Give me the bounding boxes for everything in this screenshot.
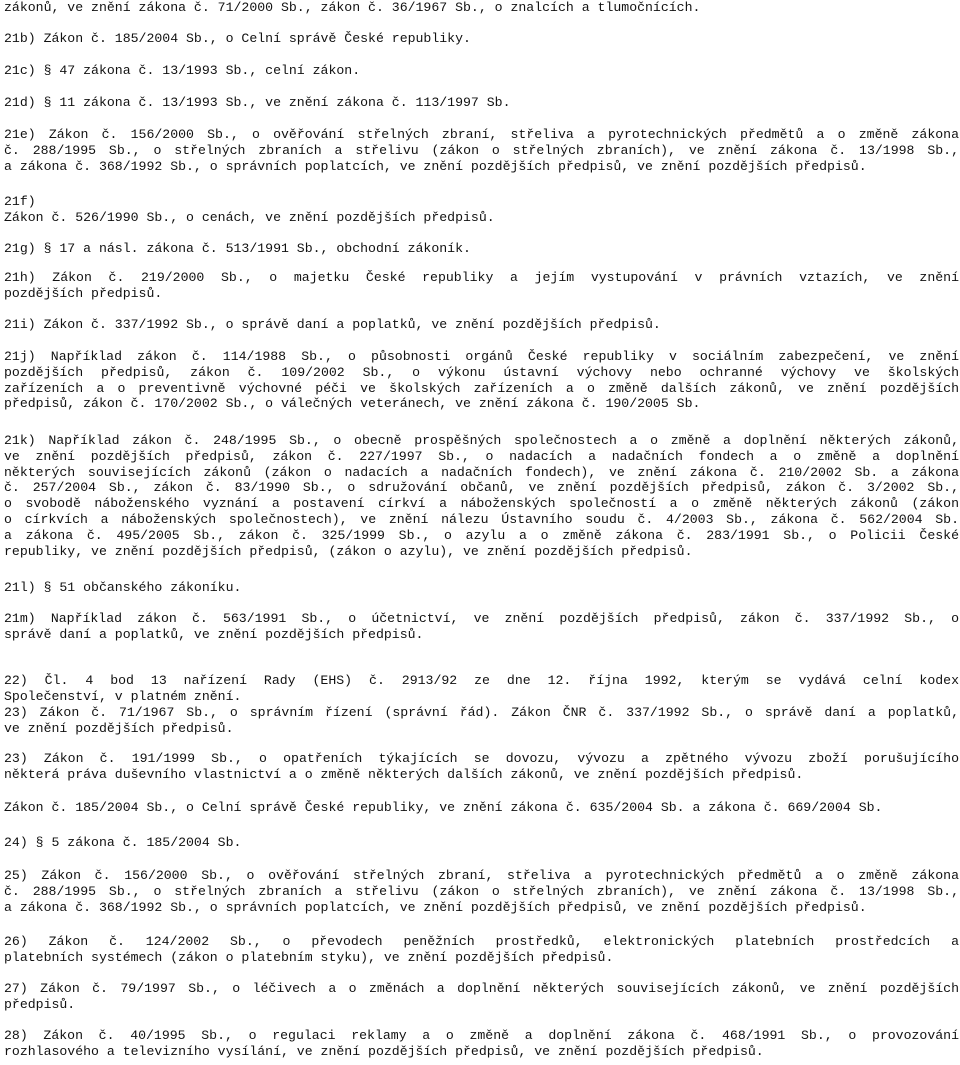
- paragraph: [4, 127, 959, 174]
- paragraph-line: Společenství, v platném znění.: [4, 688, 242, 704]
- paragraph-line: správě daní a poplatků, ve znění pozdějších předpisů.: [4, 626, 424, 642]
- paragraph: [4, 194, 959, 226]
- paragraph: [4, 31, 959, 47]
- paragraph: [4, 241, 959, 257]
- paragraph-line: pozdějších předpisů, zákon č. 109/2002 Sb., o výkonu ústavní výchovy nebo ochranné výchovy ve školských: [4, 364, 959, 380]
- paragraph-line: 22) Čl. 4 bod 13 nařízení Rady (EHS) č. 2913/92 ze dne 12. října 1992, kterým se vydává celní kodex: [4, 673, 959, 688]
- paragraph: [4, 95, 959, 111]
- paragraph-line: ve znění pozdějších předpisů, zákon č. 227/1997 Sb., o nadacích a nadačních fondech a o změně a doplnění: [4, 448, 959, 464]
- paragraph-line: 26) Zákon č. 124/2002 Sb., o převodech peněžních prostředků, elektronických platebních prostředcích a: [4, 934, 959, 949]
- paragraph: [4, 611, 959, 643]
- paragraph-line: 21j) Například zákon č. 114/1988 Sb., o působnosti orgánů České republiky v sociálním zabezpečení, ve znění: [4, 349, 959, 364]
- paragraph-line: republiky, ve znění pozdějších předpisů, (zákon o azylu), ve znění pozdějších předpisů.: [4, 543, 693, 559]
- paragraph-line: 21h) Zákon č. 219/2000 Sb., o majetku České republiky a jejím vystupování v právních vztazích, ve znění: [4, 270, 959, 285]
- paragraph-line: 21k) Například zákon č. 248/1995 Sb., o obecně prospěšných společnostech a o změně a doplnění některých zákonů,: [4, 433, 959, 448]
- paragraph-line: o církvích a náboženských společnostech), ve znění nálezu Ústavního soudu č. 4/2003 Sb., zákona č. 562/2004 Sb.: [4, 511, 959, 527]
- paragraph-line: 21i) Zákon č. 337/1992 Sb., o správě daní a poplatků, ve znění pozdějších předpisů.: [4, 317, 661, 332]
- paragraph: [4, 800, 959, 816]
- paragraph-line: č. 257/2004 Sb., zákon č. 83/1990 Sb., o sdružování občanů, ve znění pozdějších předpisů, zákon č. 3/2002 Sb.,: [4, 480, 959, 496]
- paragraph-line: 24) § 5 zákona č. 185/2004 Sb.: [4, 835, 242, 850]
- paragraph: [4, 0, 959, 16]
- paragraph-line: 21f): [4, 194, 36, 209]
- paragraph: [4, 63, 959, 79]
- paragraph-line: Zákon č. 526/1990 Sb., o cenách, ve znění pozdějších předpisů.: [4, 209, 495, 225]
- paragraph-line: pozdějších předpisů.: [4, 285, 163, 301]
- paragraph-line: 21e) Zákon č. 156/2000 Sb., o ověřování střelných zbraní, střeliva a pyrotechnických předmětů a o změně zákona: [4, 127, 959, 142]
- paragraph: [4, 1028, 959, 1060]
- paragraph: [4, 433, 959, 559]
- paragraph-line: ve znění pozdějších předpisů.: [4, 720, 234, 736]
- paragraph: [4, 705, 959, 737]
- paragraph: [4, 835, 959, 851]
- paragraph-line: 21c) § 47 zákona č. 13/1993 Sb., celní zákon.: [4, 63, 361, 78]
- paragraph-line: 21g) § 17 a násl. zákona č. 513/1991 Sb., obchodní zákoník.: [4, 241, 471, 256]
- paragraph: [4, 934, 959, 966]
- paragraph-line: platebních systémech (zákon o platebním styku), ve znění pozdějších předpisů.: [4, 949, 614, 965]
- paragraph-line: zákonů, ve znění zákona č. 71/2000 Sb., zákon č. 36/1967 Sb., o znalcích a tlumočnících.: [4, 0, 701, 15]
- paragraph-line: zařízeních a o preventivně výchovné péči ve školských zařízeních a o změně dalších zákonů, ve znění pozdějších: [4, 380, 959, 396]
- paragraph-line: a zákona č. 368/1992 Sb., o správních poplatcích, ve znění pozdějších předpisů, ve znění pozdějších předpisů.: [4, 899, 867, 915]
- paragraph-line: 21m) Například zákon č. 563/1991 Sb., o účetnictví, ve znění pozdějších předpisů, zákon č. 337/1992 Sb., o: [4, 611, 959, 626]
- paragraph-line: a zákona č. 368/1992 Sb., o správních poplatcích, ve znění pozdějších předpisů, ve znění pozdějších předpisů.: [4, 158, 867, 174]
- paragraph-line: 21b) Zákon č. 185/2004 Sb., o Celní správě České republiky.: [4, 31, 471, 46]
- paragraph: [4, 317, 959, 333]
- paragraph-line: č. 288/1995 Sb., o střelných zbraních a střelivu (zákon o střelných zbraních), ve znění zákona č. 13/1998 Sb.,: [4, 142, 959, 158]
- paragraph-line: některá práva duševního vlastnictví a o změně některých dalších zákonů, ve znění pozdějších předpisů.: [4, 766, 804, 782]
- paragraph-line: některých souvisejících zákonů (zákon o nadacích a nadačních fondech), ve znění zákona č. 210/2002 Sb. a zákona: [4, 464, 959, 480]
- paragraph-line: č. 288/1995 Sb., o střelných zbraních a střelivu (zákon o střelných zbraních), ve znění zákona č. 13/1998 Sb.,: [4, 883, 959, 899]
- paragraph: [4, 868, 959, 915]
- paragraph-line: předpisů.: [4, 996, 76, 1012]
- paragraph-line: 21d) § 11 zákona č. 13/1993 Sb., ve znění zákona č. 113/1997 Sb.: [4, 95, 511, 110]
- paragraph-line: 28) Zákon č. 40/1995 Sb., o regulaci reklamy a o změně a doplnění zákona č. 468/1991 Sb., o provozování: [4, 1028, 959, 1043]
- paragraph-line: 25) Zákon č. 156/2000 Sb., o ověřování střelných zbraní, střeliva a pyrotechnických předmětů a o změně zákona: [4, 868, 959, 883]
- paragraph: [4, 349, 959, 412]
- paragraph: [4, 751, 959, 783]
- paragraph-line: o svobodě náboženského vyznání a postavení církví a náboženských společností a o změně některých zákonů (zákon: [4, 496, 959, 512]
- paragraph: [4, 580, 959, 596]
- paragraph-line: rozhlasového a televizního vysílání, ve znění pozdějších předpisů, ve znění pozdějších předpisů.: [4, 1043, 764, 1059]
- paragraph-line: Zákon č. 185/2004 Sb., o Celní správě České republiky, ve znění zákona č. 635/2004 Sb. a zákona č. 669/2004 Sb.: [4, 800, 883, 815]
- paragraph: [4, 270, 959, 302]
- paragraph-line: 21l) § 51 občanského zákoníku.: [4, 580, 242, 595]
- paragraph: [4, 981, 959, 1013]
- paragraph-line: 23) Zákon č. 71/1967 Sb., o správním řízení (správní řád). Zákon ČNR č. 337/1992 Sb., o správě daní a poplatků,: [4, 705, 959, 720]
- paragraph-line: předpisů, zákon č. 170/2002 Sb., o válečných veteránech, ve znění zákona č. 190/2005 Sb.: [4, 396, 701, 412]
- paragraph-line: 23) Zákon č. 191/1999 Sb., o opatřeních týkajících se dovozu, vývozu a zpětného vývozu zboží porušujícího: [4, 751, 959, 766]
- paragraph-line: a zákona č. 495/2005 Sb., zákon č. 325/1999 Sb., o azylu a o změně zákona č. 283/1991 Sb., o Policii České: [4, 527, 959, 543]
- paragraph: [4, 673, 959, 705]
- paragraph-line: 27) Zákon č. 79/1997 Sb., o léčivech a o změnách a doplnění některých souvisejících zákonů, ve znění pozdějších: [4, 981, 959, 996]
